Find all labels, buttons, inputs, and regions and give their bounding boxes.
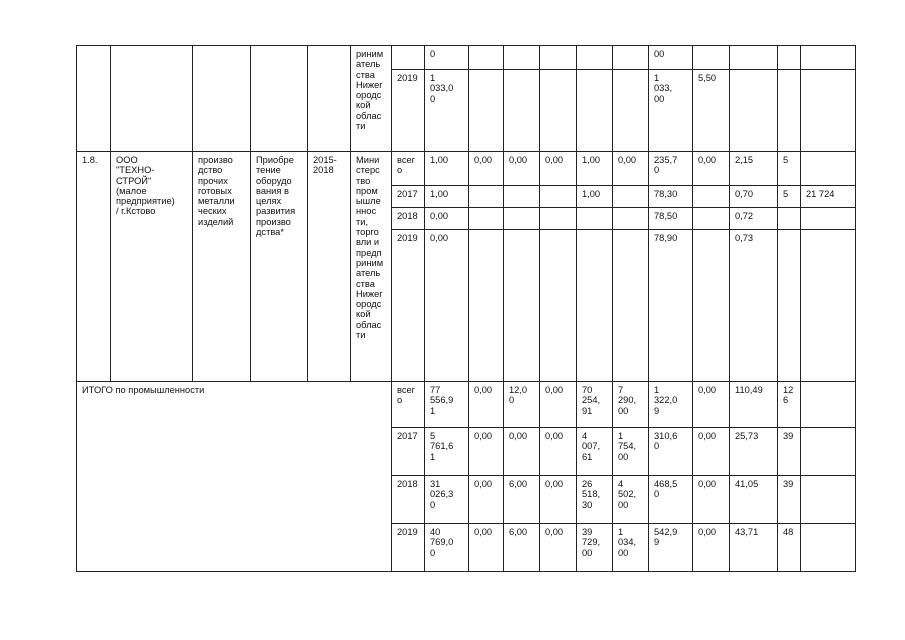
investment-table	[76, 45, 856, 572]
value-cell: 12 6	[778, 382, 801, 428]
value-cell	[801, 524, 856, 572]
value-cell	[801, 152, 856, 186]
year-cell: 2019	[392, 230, 425, 382]
year-cell: всег о	[392, 382, 425, 428]
value-cell: 0,73	[730, 230, 778, 382]
year-cell: 2019	[392, 524, 425, 572]
value-cell: 1,00	[577, 152, 613, 186]
total-label: ИТОГО по промышленности	[77, 382, 392, 572]
value-cell: 1,00	[425, 152, 469, 186]
value-cell: 310,6 0	[649, 428, 693, 476]
value-cell: 1 754, 00	[613, 428, 649, 476]
value-cell: 78,30	[649, 186, 693, 208]
value-cell: 0,00	[693, 382, 730, 428]
value-cell: 0,00	[469, 524, 504, 572]
value-cell: 5	[778, 186, 801, 208]
value-cell: 0,00	[693, 476, 730, 524]
value-cell: 0,00	[693, 524, 730, 572]
value-cell: 5	[778, 152, 801, 186]
value-cell: 21 724	[801, 186, 856, 208]
purpose-cell: Приобре тение оборудо вания в целях развития произво дства*	[251, 152, 308, 382]
year-cell: 2018	[392, 208, 425, 230]
value-cell: 1 033, 00	[649, 70, 693, 152]
value-cell	[504, 186, 540, 208]
value-cell: 110,49	[730, 382, 778, 428]
table-row	[77, 382, 856, 428]
value-cell	[778, 208, 801, 230]
value-cell	[801, 382, 856, 428]
table-row	[77, 46, 856, 70]
value-cell: 1 034, 00	[613, 524, 649, 572]
value-cell: 0,70	[730, 186, 778, 208]
value-cell	[693, 186, 730, 208]
value-cell: 0,00	[693, 152, 730, 186]
value-cell	[693, 230, 730, 382]
value-cell: 31 026,3 0	[425, 476, 469, 524]
value-cell: 0,00	[540, 152, 577, 186]
value-cell	[778, 230, 801, 382]
value-cell: 00	[649, 46, 693, 70]
value-cell: 4 007, 61	[577, 428, 613, 476]
value-cell: 1,00	[577, 186, 613, 208]
table-row	[77, 152, 856, 186]
value-cell: 39	[778, 428, 801, 476]
value-cell: 0,00	[540, 428, 577, 476]
value-cell	[469, 230, 504, 382]
value-cell: 78,50	[649, 208, 693, 230]
value-cell: 5 761,6 1	[425, 428, 469, 476]
value-cell: 0,00	[540, 476, 577, 524]
value-cell: 4 502, 00	[613, 476, 649, 524]
period-cell: 2015- 2018	[308, 152, 351, 382]
year-cell: 2019	[392, 70, 425, 152]
year-cell: 2017	[392, 186, 425, 208]
value-cell: 0,00	[540, 382, 577, 428]
value-cell: 77 556,9 1	[425, 382, 469, 428]
value-cell: 41,05	[730, 476, 778, 524]
ministry-cell: риним атель ства Нижег ородс кой облас ти	[351, 46, 392, 152]
value-cell: 6,00	[504, 524, 540, 572]
value-cell	[613, 230, 649, 382]
value-cell: 6,00	[504, 476, 540, 524]
value-cell: 0,00	[693, 428, 730, 476]
value-cell: 542,9 9	[649, 524, 693, 572]
value-cell: 25,73	[730, 428, 778, 476]
value-cell	[693, 46, 730, 70]
value-cell: 468,5 0	[649, 476, 693, 524]
company-name: ООО "ТЕХНО- СТРОЙ" (малое предприятие) / г.Кстово	[111, 152, 193, 382]
value-cell: 39	[778, 476, 801, 524]
value-cell: 1 322,0 9	[649, 382, 693, 428]
value-cell: 0,00	[469, 382, 504, 428]
value-cell: 1 033,0 0	[425, 70, 469, 152]
value-cell	[577, 208, 613, 230]
value-cell: 0,00	[469, 428, 504, 476]
value-cell	[540, 230, 577, 382]
value-cell	[577, 230, 613, 382]
value-cell: 12,0 0	[504, 382, 540, 428]
value-cell: 0,00	[425, 230, 469, 382]
value-cell: 2,15	[730, 152, 778, 186]
value-cell	[540, 208, 577, 230]
ministry-cell: Мини стерс тво пром ышле ннос ти, торго вли и предп риним атель ства Нижег ородс кой облас ти	[351, 152, 392, 382]
value-cell: 43,71	[730, 524, 778, 572]
value-cell: 5,50	[693, 70, 730, 152]
value-cell	[801, 476, 856, 524]
value-cell	[469, 186, 504, 208]
year-cell	[392, 46, 425, 70]
value-cell: 70 254, 91	[577, 382, 613, 428]
value-cell: 40 769,0 0	[425, 524, 469, 572]
value-cell: 39 729, 00	[577, 524, 613, 572]
value-cell: 1,00	[425, 186, 469, 208]
value-cell: 0,00	[504, 152, 540, 186]
value-cell	[801, 428, 856, 476]
value-cell: 26 518, 30	[577, 476, 613, 524]
value-cell	[613, 208, 649, 230]
year-cell: всег о	[392, 152, 425, 186]
value-cell	[693, 208, 730, 230]
year-cell: 2018	[392, 476, 425, 524]
value-cell: 48	[778, 524, 801, 572]
value-cell	[504, 230, 540, 382]
value-cell: 0,00	[540, 524, 577, 572]
entry-number: 1.8.	[77, 152, 111, 382]
value-cell: 0,72	[730, 208, 778, 230]
value-cell: 0	[425, 46, 469, 70]
value-cell: 0,00	[425, 208, 469, 230]
value-cell	[801, 208, 856, 230]
value-cell	[801, 230, 856, 382]
value-cell: 0,00	[469, 152, 504, 186]
value-cell: 0,00	[613, 152, 649, 186]
value-cell: 0,00	[504, 428, 540, 476]
value-cell: 7 290, 00	[613, 382, 649, 428]
year-cell: 2017	[392, 428, 425, 476]
value-cell	[504, 208, 540, 230]
value-cell: 78,90	[649, 230, 693, 382]
value-cell: 0,00	[469, 476, 504, 524]
value-cell	[613, 186, 649, 208]
value-cell: 235,7 0	[649, 152, 693, 186]
activity-cell: произво дство прочих готовых металли ческих изделий	[193, 152, 251, 382]
value-cell	[469, 208, 504, 230]
value-cell	[540, 186, 577, 208]
